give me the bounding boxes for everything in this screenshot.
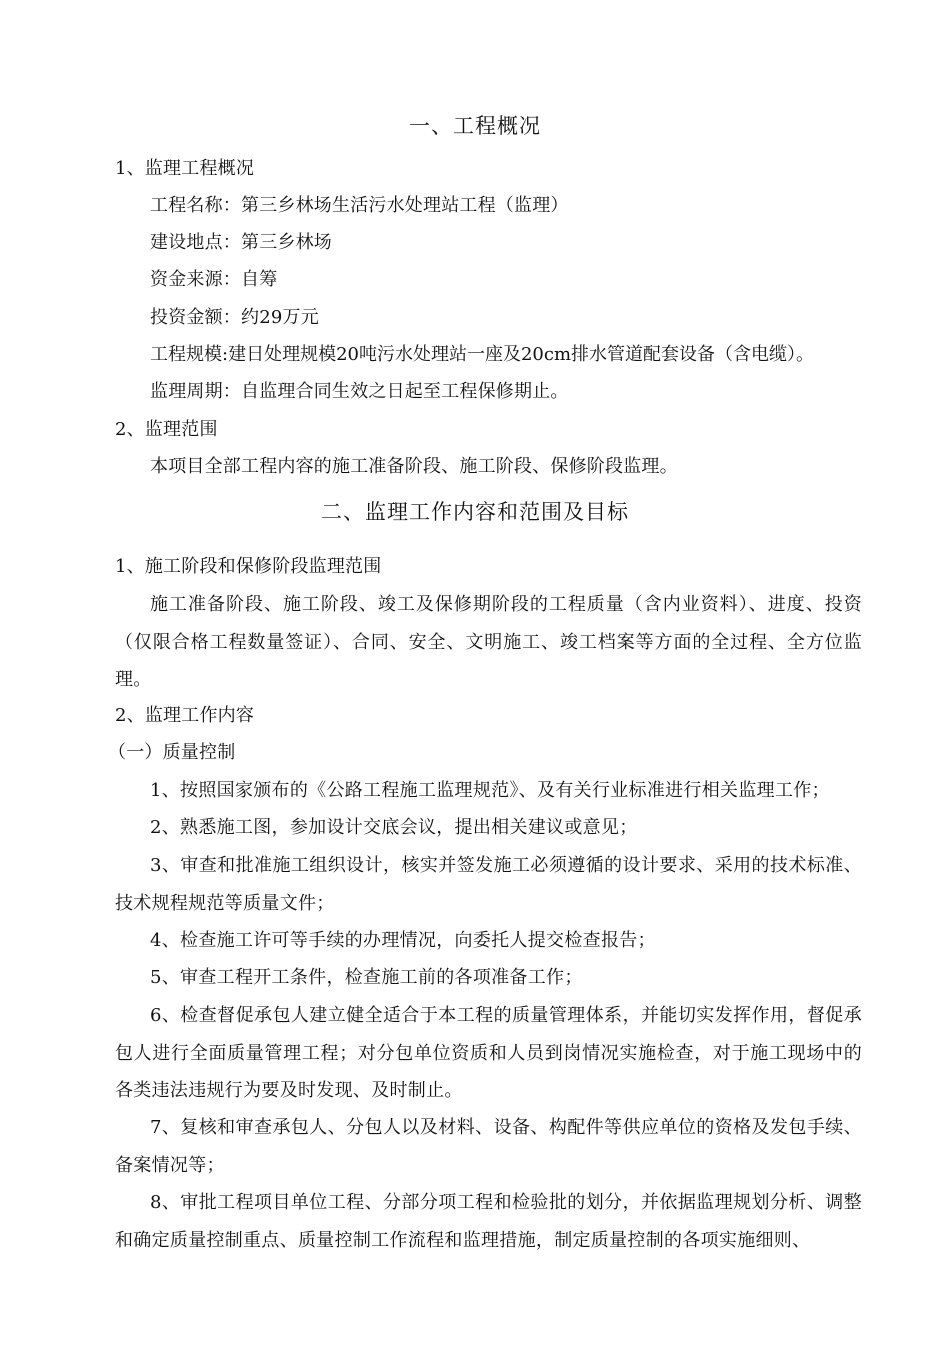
project-scale: 工程规模:建日处理规模20吨污水处理站一座及20cm排水管道配套设备（含电缆）。 (150, 344, 815, 365)
quality-item-4: 4、检查施工许可等手续的办理情况，向委托人提交检查报告； (150, 930, 656, 951)
quality-item-7: 7、复核和审查承包人、分包人以及材料、设备、构配件等供应单位的资格及发包手续、备案情况等； (115, 1117, 862, 1176)
section1-sub2: 2、监理范围 (115, 419, 218, 440)
quality-item-3: 3、审查和批准施工组织设计，核实并签发施工必须遵循的设计要求、采用的技术标准、技术规程规范等质量文件； (115, 855, 862, 914)
project-investment: 投资金额：约29万元 (150, 307, 319, 328)
quality-item-6: 6、检查督促承包人建立健全适合于本工程的质量管理体系，并能切实发挥作用，督促承包人进行全面质量管理工程；对分包单位资质和人员到岗情况实施检查，对于施工现场中的各类违法违规行为要及时发现、及时制止。 (115, 1005, 862, 1101)
section1-sub1: 1、监理工程概况 (115, 158, 255, 179)
quality-item-5: 5、审查工程开工条件，检查施工前的各项准备工作； (150, 967, 583, 988)
quality-item-2: 2、熟悉施工图，参加设计交底会议，提出相关建议或意见； (150, 817, 638, 838)
quality-control-title: （一）质量控制 (108, 742, 236, 763)
project-funding: 资金来源：自筹 (150, 269, 278, 290)
section2-sub2: 2、监理工作内容 (115, 705, 255, 726)
quality-item-8: 8、审批工程项目单位工程、分部分项工程和检验批的划分，并依据监理规划分析、调整和确定质量控制重点、质量控制工作流程和监理措施，制定质量控制的各项实施细则、 (115, 1192, 862, 1251)
project-period: 监理周期：自监理合同生效之日起至工程保修期止。 (150, 381, 569, 402)
scope-paragraph: 施工准备阶段、施工阶段、竣工及保修期阶段的工程质量（含内业资料）、进度、投资（仅限合格工程数量签证）、合同、安全、文明施工、竣工档案等方面的全过程、全方位监理。 (115, 594, 862, 690)
project-location: 建设地点：第三乡林场 (150, 232, 332, 253)
scope-text: 本项目全部工程内容的施工准备阶段、施工阶段、保修阶段监理。 (150, 456, 678, 477)
section1-heading: 一、工程概况 (409, 114, 541, 138)
section2-sub1: 1、施工阶段和保修阶段监理范围 (115, 556, 382, 577)
section2-heading: 二、监理工作内容和范围及目标 (321, 500, 629, 524)
project-name: 工程名称：第三乡林场生活污水处理站工程（监理） (150, 195, 569, 216)
quality-item-1: 1、按照国家颁布的《公路工程施工监理规范》、及有关行业标准进行相关监理工作； (150, 780, 830, 801)
